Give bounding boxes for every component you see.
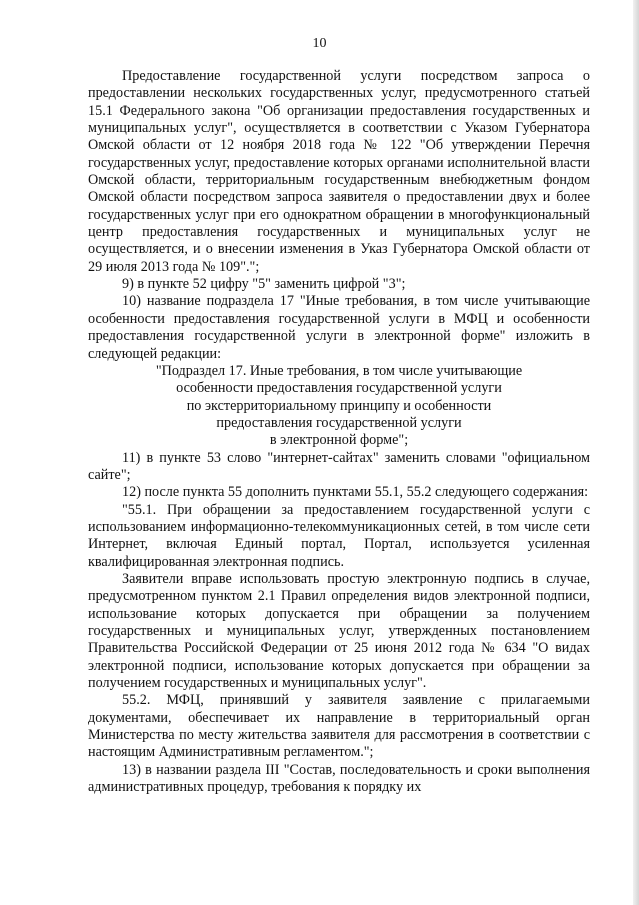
- subsection-title-line-4: предоставления государственной услуги: [216, 414, 462, 431]
- subsection-title-line-5: в электронной форме";: [269, 432, 409, 449]
- subsection-title-line-2: особенности предоставления государственной услуги: [176, 380, 502, 397]
- paragraph-item-13: 13) в названии раздела III "Состав, последовательность и сроки выполнения административных процедур, требования к порядку их: [88, 761, 590, 796]
- page-number: 10: [312, 36, 327, 51]
- paragraph-simple-signature: Заявители вправе использовать простую электронную подпись в случае, предусмотренном пунктом 2.1 Правил определения видов электронной подписи, использование которых допускается при обращении за получением государственных и муниципальных услуг, утвержденных постановлением Правительства Российской Федерации от 25 июня 2012 года № 634 "О видах электронной подписи, использование которых допускается при обращении за получением государственных и муниципальных услуг".: [88, 570, 590, 692]
- subsection-title-line-3: по экстерриториальному принципу и особенности: [186, 397, 492, 414]
- page-edge-shadow: [633, 0, 639, 905]
- paragraph-item-12: 12) после пункта 55 дополнить пунктами 55.1, 55.2 следующего содержания:: [122, 484, 589, 501]
- paragraph-item-10: 10) название подраздела 17 "Иные требования, в том числе учитывающие особенности предоставления государственной услуги в МФЦ и особенности предоставления государственной услуги в электронной форме" изложить в следующей редакции:: [88, 293, 590, 362]
- document-body: [88, 68, 590, 796]
- paragraph-55-1: "55.1. При обращении за предоставлением государственной услуги с использованием информационно-телекоммуникационных сетей, в том числе сети Интернет, включая Единый портал, Портал, используется усиленная квалифицированная электронная подпись.: [88, 501, 590, 570]
- paragraph-55-2: 55.2. МФЦ, принявший у заявителя заявление с прилагаемыми документами, обеспечивает их направление в территориальный орган Министерства по месту жительства заявителя для рассмотрения в соответствии с настоящим Административным регламентом.";: [88, 692, 590, 761]
- subsection-title-line-1: "Подраздел 17. Иные требования, в том числе учитывающие: [155, 362, 523, 379]
- paragraph-multiple-services: Предоставление государственной услуги посредством запроса о предоставлении нескольких государственных услуг, предусмотренного статьей 15.1 Федерального закона "Об организации предоставления государственных и муниципальных услуг", осуществляется в соответствии с Указом Губернатора Омской области от 12 ноября 2018 года № 122 "Об утверждении Перечня государственных услуг, предоставление которых органами исполнительной власти Омской области, территориальным государственным внебюджетным фондом Омской области посредством запроса заявителя о предоставлении двух и более государственных услуг при его однократном обращении в многофункциональный центр предоставления государственных и муниципальных услуг не осуществляется, и о внесении изменения в Указ Губернатора Омской области от 29 июля 2013 года № 109".";: [88, 68, 590, 275]
- paragraph-item-9: 9) в пункте 52 цифру "5" заменить цифрой "3";: [122, 276, 406, 293]
- paragraph-item-11: 11) в пункте 53 слово "интернет-сайтах" заменить словами "официальном сайте";: [88, 449, 590, 483]
